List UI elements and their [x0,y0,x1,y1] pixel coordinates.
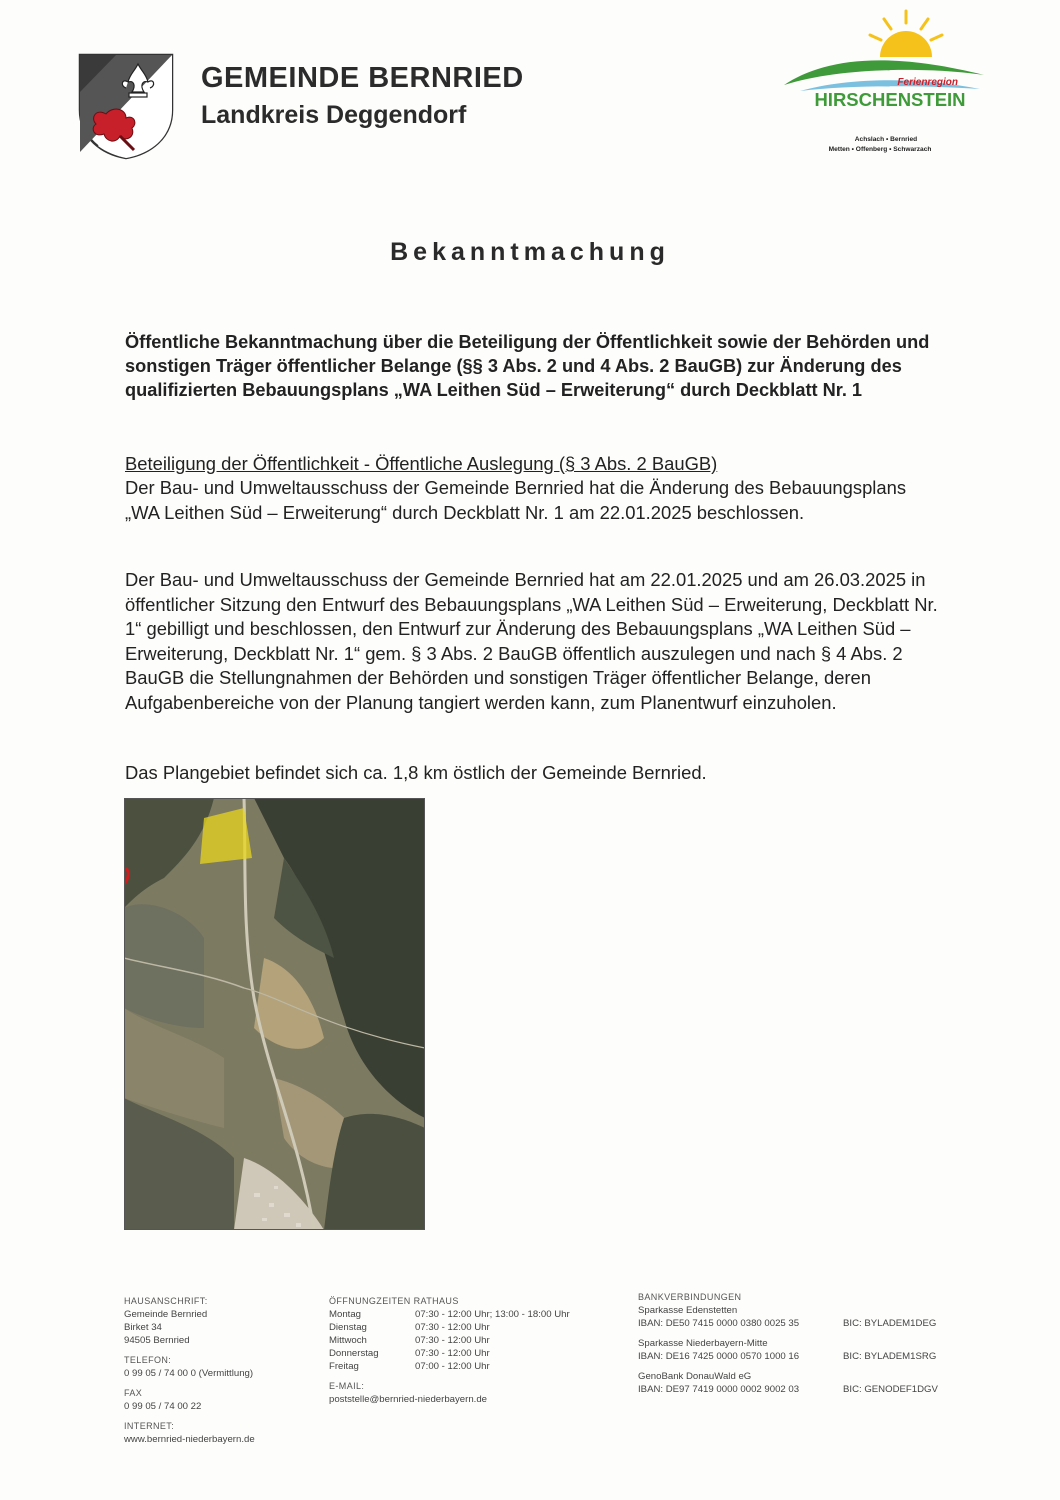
bank-iban: IBAN: DE16 7425 0000 0570 1000 16 [638,1351,800,1362]
footer-hours [329,1295,619,1406]
district-name: Landkreis Deggendorf [201,101,467,129]
footer-contact [124,1295,304,1446]
hours-time: 07:30 - 12:00 Uhr [415,1322,490,1333]
aerial-map-image [124,798,425,1230]
hours-day: Mittwoch [329,1335,367,1346]
hours-row [329,1360,619,1373]
bank-iban: IBAN: DE50 7415 0000 0380 0025 35 [638,1318,800,1329]
bank-iban: IBAN: DE97 7419 0000 0002 9002 03 [638,1384,800,1395]
bank-row [638,1383,968,1396]
hours-time: 07:30 - 12:00 Uhr [415,1335,490,1346]
hours-time: 07:30 - 12:00 Uhr [415,1348,490,1359]
coat-of-arms-icon [76,52,176,160]
region-name: HIRSCHENSTEIN [814,89,966,110]
bank-row [638,1350,968,1363]
fax-value: 0 99 05 / 74 00 22 [124,1401,202,1412]
region-places-1: Achslach • Bernried [854,136,918,143]
hours-day: Freitag [329,1361,359,1372]
address-label: HAUSANSCHRIFT: [124,1296,208,1306]
phone-value: 0 99 05 / 74 00 0 (Vermittlung) [124,1368,254,1379]
bank-name: Sparkasse Edenstetten [638,1305,738,1316]
website-link[interactable]: www.bernried-niederbayern.de [124,1434,255,1445]
address-line: 94505 Bernried [124,1335,190,1346]
hours-row [329,1334,619,1347]
bank-name: Sparkasse Niederbayern-Mitte [638,1338,768,1349]
sun-icon [870,11,942,57]
bank-bic: BIC: BYLADEM1DEG [843,1318,937,1329]
hours-day: Donnerstag [329,1348,379,1359]
address-line: Birket 34 [124,1322,162,1333]
footer-banks [638,1291,968,1396]
region-logo [780,5,990,157]
phone-label: TELEFON: [124,1355,172,1365]
bank-name: GenoBank DonauWald eG [638,1371,752,1382]
banks-label: BANKVERBINDUNGEN [638,1292,742,1302]
hours-day: Montag [329,1309,361,1320]
region-places-2: Metten • Offenberg • Schwarzach [828,146,932,153]
fax-label: FAX [124,1388,143,1398]
hours-label: ÖFFNUNGZEITEN RATHAUS [329,1296,459,1306]
hours-time: 07:00 - 12:00 Uhr [415,1361,490,1372]
hours-row [329,1321,619,1334]
email-link[interactable]: poststelle@bernried-niederbayern.de [329,1394,488,1405]
internet-label: INTERNET: [124,1421,175,1431]
section-title: Beteiligung der Öffentlichkeit - Öffentliche Auslegung (§ 3 Abs. 2 BauGB) [125,453,718,474]
municipality-name: GEMEINDE BERNRIED [201,62,524,94]
hours-day: Dienstag [329,1322,367,1333]
region-small-text: Ferienregion [897,77,958,88]
hours-row [329,1308,619,1321]
email-label: E-MAIL: [329,1381,365,1391]
paragraph-1: Der Bau- und Umweltausschuss der Gemeinde Bernried hat die Änderung des Bebauungsplans „WA Leithen Süd – Erweiterung“ durch Deckblatt Nr. 1 am 22.01.2025 beschlossen. [125,477,907,523]
paragraph-2: Der Bau- und Umweltausschuss der Gemeinde Bernried hat am 22.01.2025 und am 26.03.2025 in öffentlicher Sitzung den Entwurf des Bebauungsplans „WA Leithen Süd – Erweiterung, Deckblatt Nr. 1“ gebilligt und beschlossen, den Entwurf zur Änderung des Bebauungsplans „WA Leithen Süd – Erweiterung, Deckblatt Nr. 1“ gem. § 3 Abs. 2 BauGB öffentlich auszulegen und nach § 4 Abs. 2 BauGB die Stellungnahmen der Behörden und sonstigen Träger öffentlicher Belange, deren Aufgabenbereiche von der Planung tangiert werden kann, zum Planentwurf einzuholen. [125,569,938,713]
hours-time: 07:30 - 12:00 Uhr; 13:00 - 18:00 Uhr [415,1309,570,1320]
bank-row [638,1317,968,1330]
bank-bic: BIC: GENODEF1DGV [843,1384,938,1395]
bank-bic: BIC: BYLADEM1SRG [843,1351,937,1362]
document-title: Bekanntmachung [390,238,670,266]
address-line: Gemeinde Bernried [124,1309,208,1320]
hours-row [329,1347,619,1360]
announcement-heading: Öffentliche Bekanntmachung über die Beteiligung der Öffentlichkeit sowie der Behörden und sonstigen Träger öffentlicher Belange (§§ 3 Abs. 2 und 4 Abs. 2 BauGB) zur Änderung des qualifizierten Bebauungsplans „WA Leithen Süd – Erweiterung“ durch Deckblatt Nr. 1 [125,332,930,400]
paragraph-3: Das Plangebiet befindet sich ca. 1,8 km östlich der Gemeinde Bernried. [125,762,707,783]
